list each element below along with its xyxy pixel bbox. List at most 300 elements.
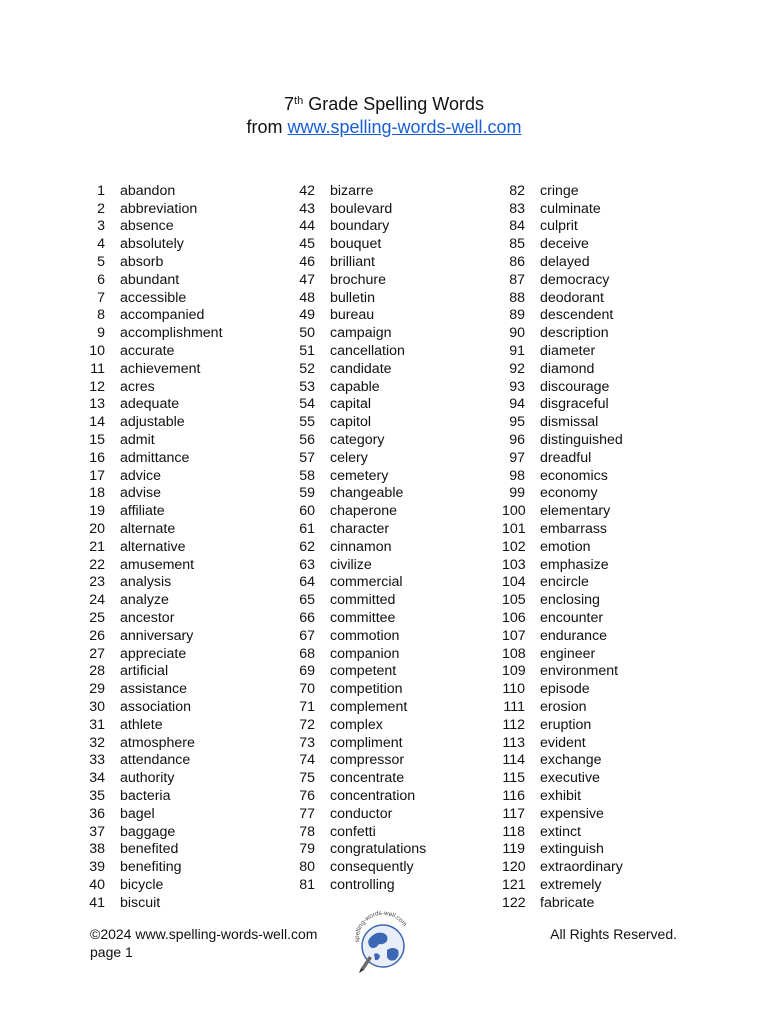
- word-list-item: [502, 591, 623, 609]
- spelling-word: extinguish: [540, 841, 604, 858]
- word-number: 9: [97, 325, 105, 342]
- word-list-item: [292, 360, 426, 378]
- word-number: 121: [502, 876, 526, 893]
- spelling-word: admit: [120, 432, 155, 449]
- word-list-item: [502, 396, 623, 414]
- spelling-word: candidate: [330, 360, 392, 377]
- spelling-word: brilliant: [330, 254, 375, 271]
- word-list-item: [292, 858, 426, 876]
- word-number: 65: [299, 592, 315, 609]
- word-list-item: [502, 769, 623, 787]
- spelling-word: association: [120, 699, 191, 715]
- word-list-item: [502, 307, 623, 325]
- word-list-item: [292, 840, 426, 858]
- word-list-item: [82, 556, 223, 574]
- word-list-item: [292, 182, 426, 200]
- word-list-item: [502, 752, 623, 770]
- spelling-word: acres: [120, 378, 155, 395]
- word-list-item: [502, 698, 623, 716]
- word-number: 111: [503, 699, 525, 715]
- word-list-item: [502, 520, 623, 538]
- word-list-item: [292, 538, 426, 556]
- word-number: 42: [299, 182, 315, 199]
- word-list-item: [82, 823, 223, 841]
- spelling-word: cringe: [540, 182, 579, 199]
- spelling-word: emotion: [540, 538, 591, 555]
- word-number: 68: [299, 645, 315, 662]
- word-number: 66: [299, 610, 315, 627]
- word-list-item: [502, 805, 623, 823]
- spelling-word: boulevard: [330, 200, 393, 217]
- spelling-word: economy: [540, 485, 598, 502]
- word-number: 53: [299, 378, 315, 395]
- word-list-item: [502, 556, 623, 574]
- word-list-item: [502, 823, 623, 841]
- word-number: 19: [89, 503, 105, 520]
- word-number: 105: [502, 592, 526, 609]
- spelling-word: complement: [330, 699, 408, 715]
- word-number: 33: [89, 752, 105, 769]
- word-number: 106: [502, 610, 526, 627]
- word-list-item: [502, 787, 623, 805]
- word-list-item: [502, 289, 623, 307]
- word-list-item: [292, 574, 426, 592]
- word-list-item: [502, 609, 623, 627]
- spelling-word: artificial: [120, 663, 169, 680]
- spelling-word: accurate: [120, 343, 175, 360]
- word-list-item: [292, 253, 426, 271]
- word-number: 36: [89, 805, 105, 822]
- word-number: 28: [89, 663, 105, 680]
- word-list-item: [82, 716, 223, 734]
- word-list-item: [82, 378, 223, 396]
- spelling-word: competition: [330, 681, 403, 698]
- word-number: 108: [502, 645, 526, 662]
- word-list-item: [502, 876, 623, 894]
- word-number: 47: [299, 271, 315, 288]
- copyright-text: ©2024 www.spelling-words-well.com: [90, 926, 318, 942]
- title-line-2: [0, 116, 768, 139]
- word-number: 79: [299, 841, 315, 858]
- word-number: 89: [509, 307, 525, 324]
- word-list-item: [82, 253, 223, 271]
- spelling-word: amusement: [120, 556, 195, 573]
- word-list-item: [292, 876, 426, 894]
- word-number: 118: [502, 823, 525, 840]
- spelling-word: adjustable: [120, 414, 185, 431]
- word-number: 15: [89, 432, 105, 449]
- word-number: 77: [299, 805, 315, 822]
- word-list-item: [292, 289, 426, 307]
- spelling-word: congratulations: [330, 841, 427, 858]
- spelling-word: description: [540, 325, 609, 342]
- word-list-item: [502, 324, 623, 342]
- word-list-item: [292, 413, 426, 431]
- word-number: 11: [90, 360, 105, 377]
- word-number: 5: [97, 254, 105, 271]
- word-list-item: [292, 787, 426, 805]
- spelling-word: brochure: [330, 271, 386, 288]
- word-number: 87: [509, 271, 525, 288]
- word-list-item: [292, 752, 426, 770]
- spelling-word: compressor: [330, 752, 405, 769]
- word-list-item: [82, 627, 223, 645]
- word-number: 92: [509, 360, 525, 377]
- word-list-item: [292, 485, 426, 503]
- word-list-item: [82, 680, 223, 698]
- word-number: 103: [502, 556, 526, 573]
- spelling-word: capitol: [330, 414, 372, 431]
- word-number: 40: [89, 876, 105, 893]
- spelling-word: athlete: [120, 716, 163, 733]
- spelling-word: descendent: [540, 307, 614, 324]
- spelling-word: anniversary: [120, 627, 194, 644]
- word-list-item: [292, 769, 426, 787]
- word-number: 90: [509, 325, 525, 342]
- word-number: 109: [502, 663, 526, 680]
- spelling-word: embarrass: [540, 521, 608, 538]
- spelling-word: affiliate: [120, 503, 165, 520]
- spelling-word: capital: [330, 396, 372, 413]
- word-number: 67: [299, 627, 315, 644]
- spelling-word: accompanied: [120, 307, 205, 324]
- word-number: 54: [299, 396, 315, 413]
- spelling-word: analyze: [120, 592, 169, 609]
- word-number: 80: [299, 859, 315, 876]
- spelling-word: adequate: [120, 396, 180, 413]
- word-list-item: [502, 467, 623, 485]
- spelling-word: controlling: [330, 876, 395, 893]
- spelling-word: baggage: [120, 823, 176, 840]
- spelling-word: analysis: [120, 574, 172, 591]
- word-list-item: [502, 271, 623, 289]
- word-number: 18: [89, 485, 105, 502]
- spelling-word: bouquet: [330, 236, 382, 253]
- word-list-item: [292, 271, 426, 289]
- spelling-word: endurance: [540, 627, 608, 644]
- spelling-word: executive: [540, 770, 600, 787]
- spelling-word: encounter: [540, 610, 604, 627]
- word-list-item: [502, 663, 623, 681]
- spelling-word: deodorant: [540, 289, 604, 306]
- spelling-word: benefited: [120, 841, 179, 858]
- grade-number: 7: [284, 94, 295, 114]
- word-list-item: [292, 502, 426, 520]
- spelling-word: delayed: [540, 254, 590, 271]
- spelling-word: bulletin: [330, 289, 375, 306]
- spelling-word: assistance: [120, 681, 188, 698]
- word-number: 34: [89, 770, 105, 787]
- spelling-word: alternate: [120, 521, 176, 538]
- word-number: 104: [502, 574, 526, 591]
- word-number: 20: [89, 521, 105, 538]
- word-number: 115: [502, 770, 525, 787]
- word-column-2: [292, 182, 426, 894]
- word-number: 32: [89, 734, 105, 751]
- word-number: 107: [502, 627, 526, 644]
- word-number: 91: [509, 343, 525, 360]
- word-list-item: [292, 200, 426, 218]
- spelling-word: episode: [540, 681, 590, 698]
- spelling-word: consequently: [330, 859, 414, 876]
- spelling-word: cinnamon: [330, 538, 392, 555]
- word-number: 31: [89, 716, 105, 733]
- spelling-word: distinguished: [540, 432, 623, 449]
- word-number: 113: [502, 734, 525, 751]
- word-number: 7: [97, 289, 105, 306]
- word-list-item: [82, 876, 223, 894]
- word-list-item: [502, 538, 623, 556]
- spelling-word: authority: [120, 770, 175, 787]
- spelling-word: appreciate: [120, 645, 187, 662]
- spelling-word: alternative: [120, 538, 186, 555]
- word-list-item: [502, 840, 623, 858]
- spelling-word: economics: [540, 467, 608, 484]
- word-list-item: [82, 663, 223, 681]
- word-number: 116: [502, 787, 525, 804]
- spelling-word: bacteria: [120, 787, 171, 804]
- spelling-word: fabricate: [540, 894, 595, 911]
- word-number: 16: [89, 449, 105, 466]
- word-list-item: [292, 235, 426, 253]
- spelling-word: atmosphere: [120, 734, 195, 751]
- word-number: 24: [89, 592, 105, 609]
- word-list-item: [292, 734, 426, 752]
- spelling-word: enclosing: [540, 592, 600, 609]
- spelling-word: evident: [540, 734, 586, 751]
- spelling-word: changeable: [330, 485, 404, 502]
- word-list-item: [82, 449, 223, 467]
- word-list-item: [82, 734, 223, 752]
- word-number: 13: [89, 396, 105, 413]
- word-number: 58: [299, 467, 315, 484]
- word-list-item: [502, 218, 623, 236]
- word-list-item: [502, 894, 623, 912]
- word-list-item: [502, 235, 623, 253]
- word-number: 21: [89, 538, 105, 555]
- word-number: 39: [89, 859, 105, 876]
- word-number: 41: [89, 894, 105, 911]
- word-list-item: [502, 574, 623, 592]
- word-number: 56: [299, 432, 315, 449]
- word-list-item: [82, 574, 223, 592]
- spelling-word: diameter: [540, 343, 596, 360]
- word-list-item: [82, 520, 223, 538]
- spelling-word: discourage: [540, 378, 610, 395]
- word-list-item: [82, 431, 223, 449]
- spelling-word: encircle: [540, 574, 589, 591]
- word-list-item: [292, 396, 426, 414]
- spelling-word: accomplishment: [120, 325, 223, 342]
- spelling-word: abbreviation: [120, 200, 198, 217]
- word-number: 57: [299, 449, 315, 466]
- spelling-word: chaperone: [330, 503, 398, 520]
- spelling-word: committed: [330, 592, 396, 609]
- word-list-item: [292, 591, 426, 609]
- spelling-word: extinct: [540, 823, 582, 840]
- spelling-word: exhibit: [540, 787, 582, 804]
- spelling-word: bicycle: [120, 876, 164, 893]
- spelling-word: character: [330, 521, 390, 538]
- spelling-word: abundant: [120, 271, 180, 288]
- word-list-item: [82, 271, 223, 289]
- word-number: 44: [299, 218, 315, 235]
- word-number: 55: [299, 414, 315, 431]
- word-list-item: [82, 769, 223, 787]
- spelling-word: absolutely: [120, 236, 184, 253]
- word-list-item: [502, 342, 623, 360]
- spelling-word: celery: [330, 449, 368, 466]
- word-number: 94: [509, 396, 525, 413]
- word-number: 61: [299, 521, 315, 538]
- word-list-item: [502, 253, 623, 271]
- word-number: 8: [97, 307, 105, 324]
- word-number: 60: [299, 503, 315, 520]
- word-list-item: [502, 449, 623, 467]
- word-list-item: [292, 680, 426, 698]
- spelling-word: dreadful: [540, 449, 592, 466]
- word-list-item: [82, 894, 223, 912]
- word-number: 1: [97, 182, 105, 199]
- word-number: 43: [299, 200, 315, 217]
- word-number: 49: [299, 307, 315, 324]
- word-list-item: [292, 716, 426, 734]
- word-list-item: [292, 431, 426, 449]
- word-list-item: [292, 307, 426, 325]
- website-link[interactable]: www.spelling-words-well.com: [287, 117, 522, 137]
- spelling-word: expensive: [540, 805, 604, 822]
- spelling-word: environment: [540, 663, 619, 680]
- word-list-item: [82, 396, 223, 414]
- spelling-word: commercial: [330, 574, 403, 591]
- word-number: 4: [97, 236, 105, 253]
- word-list-item: [502, 716, 623, 734]
- word-list-item: [502, 680, 623, 698]
- word-list-item: [82, 502, 223, 520]
- word-number: 38: [89, 841, 105, 858]
- spelling-word: bagel: [120, 805, 155, 822]
- word-number: 52: [299, 360, 315, 377]
- word-list-item: [82, 805, 223, 823]
- grade-superscript: th: [294, 95, 304, 107]
- word-number: 76: [299, 787, 315, 804]
- word-number: 72: [299, 716, 315, 733]
- word-list-item: [292, 324, 426, 342]
- word-number: 37: [89, 823, 105, 840]
- word-number: 110: [502, 681, 525, 698]
- word-number: 69: [299, 663, 315, 680]
- word-list-item: [82, 485, 223, 503]
- spelling-word: achievement: [120, 360, 201, 377]
- spelling-word: companion: [330, 645, 400, 662]
- word-number: 85: [509, 236, 525, 253]
- spelling-word: dismissal: [540, 414, 599, 431]
- word-list-item: [82, 289, 223, 307]
- word-number: 70: [299, 681, 315, 698]
- spelling-word: elementary: [540, 503, 611, 520]
- word-number: 25: [89, 610, 105, 627]
- spelling-word: cancellation: [330, 343, 405, 360]
- spelling-word: eruption: [540, 716, 592, 733]
- spelling-word: boundary: [330, 218, 390, 235]
- word-number: 73: [299, 734, 315, 751]
- word-number: 51: [299, 343, 315, 360]
- spelling-word: extremely: [540, 876, 602, 893]
- word-list-item: [292, 556, 426, 574]
- spelling-word: bizarre: [330, 182, 374, 199]
- word-number: 26: [89, 627, 105, 644]
- globe-logo-icon: [347, 906, 419, 978]
- spelling-word: extraordinary: [540, 859, 623, 876]
- spelling-word: civilize: [330, 556, 372, 573]
- word-number: 48: [299, 289, 315, 306]
- word-number: 45: [299, 236, 315, 253]
- spelling-word: democracy: [540, 271, 610, 288]
- word-list-item: [82, 182, 223, 200]
- word-column-1: [82, 182, 223, 912]
- word-number: 2: [97, 200, 105, 217]
- title-text: Grade Spelling Words: [303, 94, 484, 114]
- word-list-item: [502, 858, 623, 876]
- page-number: page 1: [90, 944, 133, 960]
- spelling-word: culprit: [540, 218, 578, 235]
- word-number: 114: [502, 752, 525, 769]
- word-number: 78: [299, 823, 315, 840]
- word-list-item: [82, 787, 223, 805]
- word-number: 102: [502, 538, 526, 555]
- spelling-word: conductor: [330, 805, 393, 822]
- word-number: 3: [97, 218, 105, 235]
- word-list-item: [502, 627, 623, 645]
- word-number: 96: [509, 432, 525, 449]
- word-list-item: [502, 378, 623, 396]
- spelling-word: emphasize: [540, 556, 609, 573]
- word-list-item: [82, 467, 223, 485]
- word-list-item: [502, 360, 623, 378]
- word-list-item: [82, 538, 223, 556]
- word-list-item: [82, 235, 223, 253]
- word-list-item: [82, 324, 223, 342]
- word-number: 93: [509, 378, 525, 395]
- word-list-item: [502, 485, 623, 503]
- word-number: 112: [502, 716, 525, 733]
- word-list-item: [292, 218, 426, 236]
- word-list-item: [502, 413, 623, 431]
- word-list-item: [292, 823, 426, 841]
- spelling-word: diamond: [540, 360, 595, 377]
- word-number: 122: [502, 894, 526, 911]
- word-list-item: [82, 307, 223, 325]
- word-list-item: [502, 182, 623, 200]
- word-number: 117: [502, 805, 525, 822]
- word-number: 22: [89, 556, 105, 573]
- word-number: 84: [509, 218, 525, 235]
- word-list-item: [292, 520, 426, 538]
- word-list-item: [292, 805, 426, 823]
- spelling-word: deceive: [540, 236, 589, 253]
- word-number: 30: [89, 699, 105, 715]
- word-number: 83: [509, 200, 525, 217]
- word-list-item: [502, 734, 623, 752]
- word-list-item: [502, 502, 623, 520]
- word-list-item: [292, 467, 426, 485]
- page-title: [0, 93, 768, 139]
- word-number: 99: [509, 485, 525, 502]
- word-number: 82: [509, 182, 525, 199]
- spelling-word: accessible: [120, 289, 187, 306]
- spelling-word: competent: [330, 663, 397, 680]
- spelling-word: disgraceful: [540, 396, 609, 413]
